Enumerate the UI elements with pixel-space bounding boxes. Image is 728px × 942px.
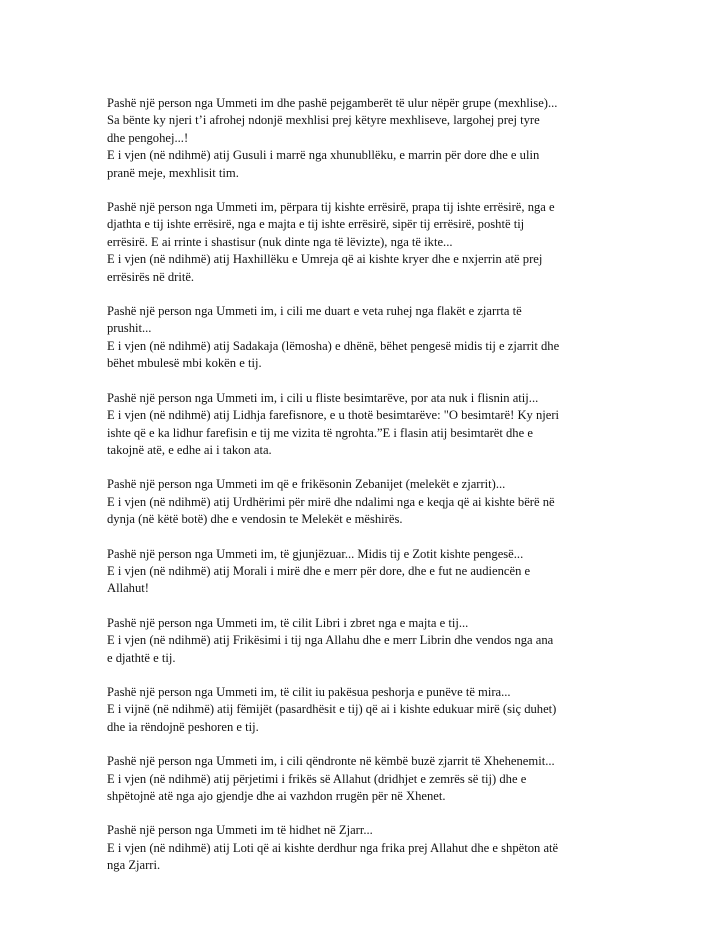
paragraph-libri — [107, 615, 627, 667]
text-line: E i vjen (në ndihmë) atij Haxhillëku e Umreja që ai kishte kryer dhe e nxjerrin atë prej — [107, 252, 543, 267]
text-line: E i vijnë (në ndihmë) atij fëmijët (pasardhësit e tij) që ai i kishte edukuar mirë (siç duhet) — [107, 702, 557, 717]
paragraph-sadakaja — [107, 303, 627, 373]
paragraph-pejgamberet — [107, 95, 627, 182]
text-line: dynja (në këtë botë) dhe e vendosin te Melekët e mëshirës. — [107, 512, 403, 527]
text-line: Pashë një person nga Ummeti im, i cili u fliste besimtarëve, por ata nuk i flisnin atij... — [107, 390, 539, 405]
paragraph-zebanijet — [107, 476, 627, 528]
text-line: Pashë një person nga Ummeti im, të gjunjëzuar... Midis tij e Zotit kishte pengesë... — [107, 546, 524, 561]
text-line: E i vjen (në ndihmë) atij Lidhja farefisnore, e u thotë besimtarëve: "O besimtarë! Ky njeri — [107, 408, 560, 423]
paragraph-peshorja — [107, 684, 627, 736]
text-line: Pashë një person nga Ummeti im dhe pashë pejgamberët të ulur nëpër grupe (mexhlise)... — [107, 96, 558, 110]
text-line: errësirë. E ai rrinte i shastisur (nuk dinte nga të lëvizte), nga të ikte... — [107, 234, 453, 249]
text-line: Pashë një person nga Ummeti im, të cilit iu pakësua peshorja e punëve të mira... — [107, 684, 511, 699]
text-line: shpëtojnë atë nga ajo gjendje dhe ai vazhdon rrugën për në Xhenet. — [107, 789, 446, 803]
text-line: E i vjen (në ndihmë) atij Frikësimi i tij nga Allahu dhe e merr Librin dhe vendos nga ana — [107, 633, 554, 648]
text-line: djathta e tij ishte errësirë, nga e majta e tij ishte errësirë, sipër tij errësirë, poshtë tij — [107, 217, 525, 232]
text-line: Pashë një person nga Ummeti im, të cilit Libri i zbret nga e majta e tij... — [107, 615, 469, 630]
text-line: ishte që e ka lidhur farefisin e tij me vizita të ngrohta.”E i flasin atij besimtarët dhe e — [107, 425, 533, 440]
paragraph-erresira — [107, 199, 627, 286]
text-line: Sa bënte ky njeri t’i afrohej ndonjë mexhlisi prej këtyre mexhliseve, largohej prej tyre — [107, 113, 540, 128]
text-line: Pashë një person nga Ummeti im që e frikësonin Zebanijet (melekët e zjarrit)... — [107, 477, 506, 492]
text-line: takojnë atë, e edhe ai i takon ata. — [107, 442, 272, 457]
text-line: e djathtë e tij. — [107, 650, 176, 665]
paragraph-zjarri — [107, 822, 627, 874]
text-line: prushit... — [107, 321, 152, 336]
document-body — [107, 95, 627, 892]
text-line: E i vjen (në ndihmë) atij Sadakaja (lëmosha) e dhënë, bëhet pengesë midis tij e zjarrit dhe — [107, 338, 560, 353]
paragraph-morali — [107, 546, 627, 598]
paragraph-lidhja-farefisnore — [107, 390, 627, 460]
text-line: Pashë një person nga Ummeti im të hidhet në Zjarr... — [107, 823, 373, 838]
text-line: dhe pengohej...! — [107, 130, 189, 145]
text-line: pranë meje, mexhlisit tim. — [107, 165, 239, 180]
text-line: E i vjen (në ndihmë) atij Gusuli i marrë nga xhunubllëku, e marrin për dore dhe e ulin — [107, 148, 540, 163]
text-line: E i vjen (në ndihmë) atij Loti që ai kishte derdhur nga frika prej Allahut dhe e shpëton atë — [107, 840, 559, 855]
text-line: E i vjen (në ndihmë) atij Morali i mirë dhe e merr për dore, dhe e fut ne audiencën e — [107, 563, 531, 578]
paragraph-xhehenemi — [107, 753, 627, 805]
text-line: Pashë një person nga Ummeti im, i cili qëndronte në këmbë buzë zjarrit të Xhehenemit... — [107, 754, 555, 769]
text-line: Pashë një person nga Ummeti im, përpara tij kishte errësirë, prapa tij ishte errësirë, nga e — [107, 200, 555, 215]
text-line: Pashë një person nga Ummeti im, i cili me duart e veta ruhej nga flakët e zjarrta të — [107, 304, 522, 319]
text-line: bëhet mbulesë mbi kokën e tij. — [107, 356, 262, 371]
text-line: E i vjen (në ndihmë) atij përjetimi i frikës së Allahut (dridhjet e zemrës së tij) dhe e — [107, 771, 527, 786]
text-line: Allahut! — [107, 581, 149, 596]
text-line: E i vjen (në ndihmë) atij Urdhërimi për mirë dhe ndalimi nga e keqja që ai kishte bërë në — [107, 494, 555, 509]
text-line: dhe ia rëndojnë peshoren e tij. — [107, 719, 259, 734]
text-line: errësirës në dritë. — [107, 269, 195, 284]
text-line: nga Zjarri. — [107, 858, 161, 873]
